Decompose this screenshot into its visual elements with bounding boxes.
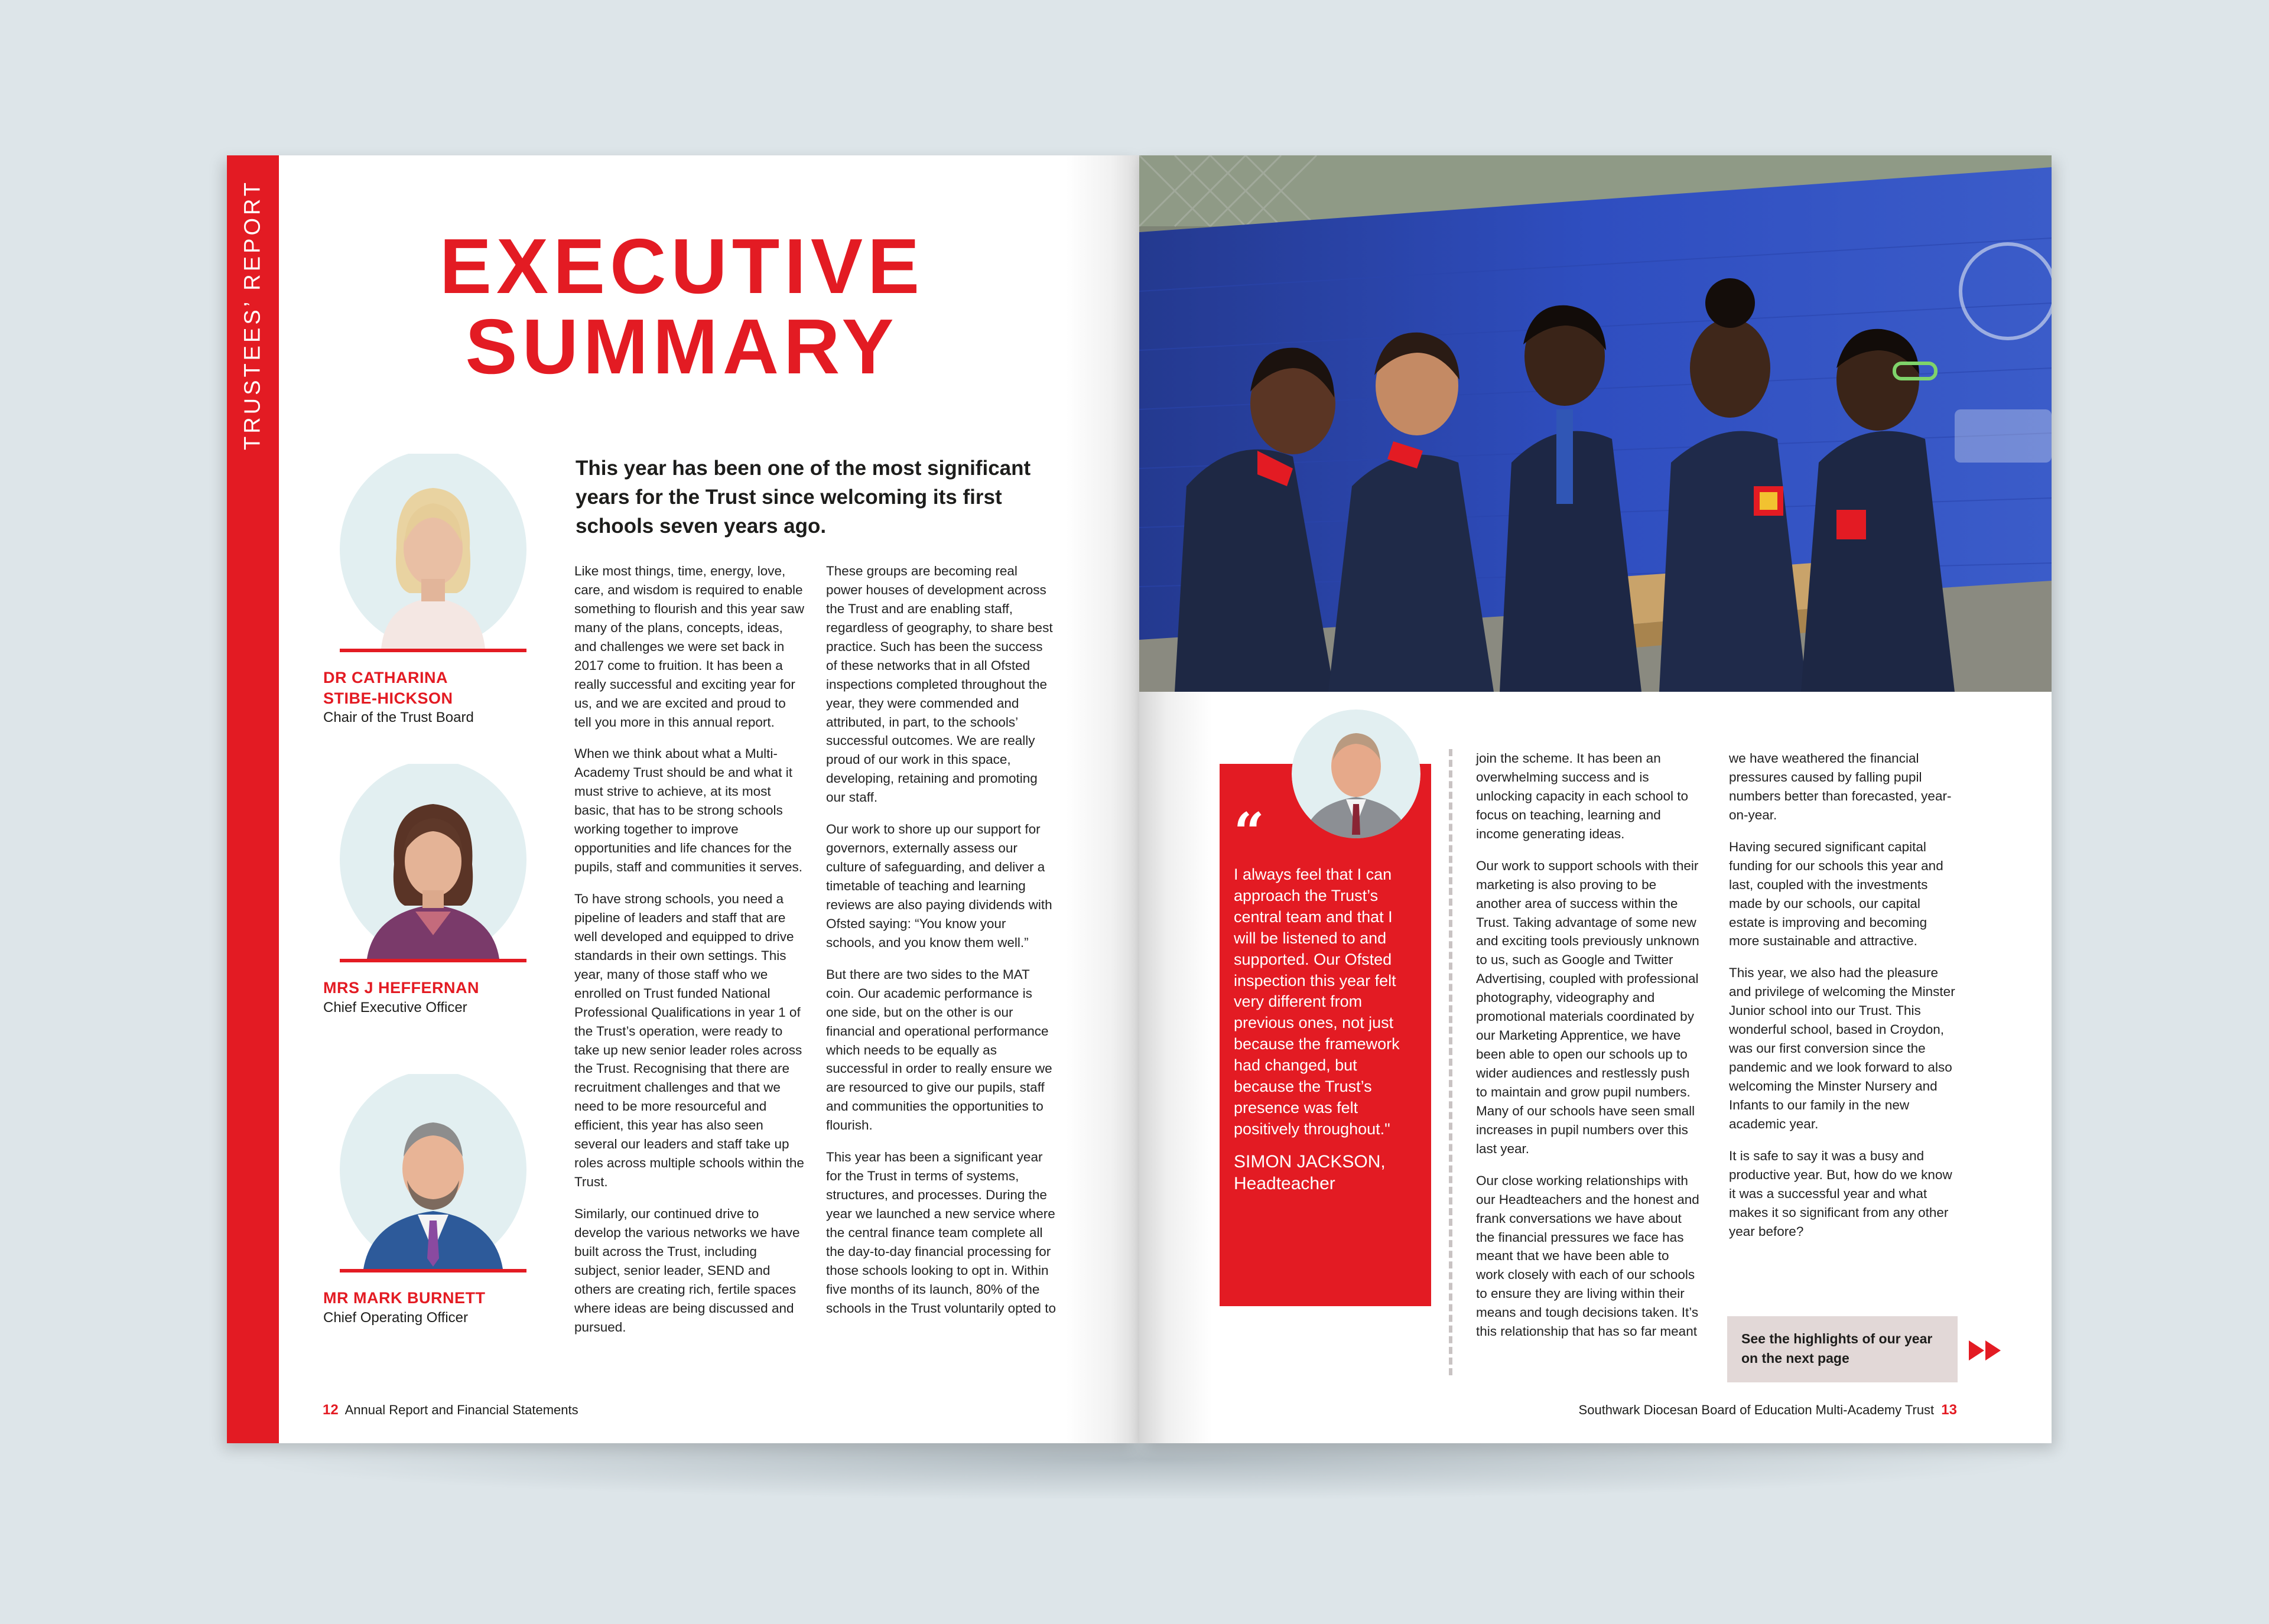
paragraph: we have weathered the financial pressures caused by falling pupil numbers better than forecasted, year-on-year. (1729, 751, 1952, 822)
left-page (227, 155, 1139, 1443)
person-card (323, 454, 548, 727)
column-divider (1449, 749, 1452, 1375)
page-title (404, 223, 960, 390)
quote-author-role: Headteacher (1234, 1174, 1335, 1194)
footer (323, 1402, 578, 1418)
person-card (323, 764, 548, 1017)
paragraph: Our work to shore up our support for governors, externally assess our culture of safeguarding, and deliver a timetable of teaching and learning reviews are also paying dividends with Ofsted saying: “You know your schools, and you know them well.” (826, 822, 1052, 950)
right-page (1139, 155, 2052, 1443)
paragraph: These groups are becoming real power houses of development across the Trust and are enabling staff, regardless of geography, to share best practice. Such has been the success of these networks that in all Ofsted inspections completed throughout the year, they were commended and attributed, in part, to the schools’ successful outcomes. We are really proud of our work in this space, developing, retaining and promoting our staff. (826, 564, 1053, 805)
footer-text: Southwark Diocesan Board of Education Multi-Academy Trust (1578, 1402, 1935, 1417)
paragraph: Our close working relationships with our Headteachers and the honest and frank conversations we have about the financial pressures we face has meant that we have been able to work closely with each of our schools to ensure they are living within their means and tough decisions taken. It’s this relationship that has so far meant (1476, 1173, 1699, 1339)
portrait-photo (340, 764, 526, 962)
page-number: 12 (323, 1402, 339, 1418)
quote-mark-icon: “ (1234, 801, 1264, 864)
text-column-3 (1476, 749, 1701, 1354)
quote-box (1220, 764, 1431, 1306)
paragraph: When we think about what a Multi-Academy Trust should be and what it must strive to achieve, at its most basic, that has to be strong schools working together to improve opportunities and life chances for the pupils, staff and communities it serves. (574, 746, 803, 875)
paragraph: It is safe to say it was a busy and productive year. But, how do we know it was a successful year and what makes it so significant from any other year before? (1729, 1148, 1952, 1239)
highlights-text: See the highlights of our year on the next page (1741, 1331, 1933, 1366)
page-number: 13 (1941, 1402, 1957, 1418)
portrait-photo (340, 454, 526, 652)
person-name: DR CATHARINA STIBE-HICKSON (323, 669, 453, 707)
highlights-callout (1727, 1316, 1958, 1382)
text-column-1 (574, 562, 805, 1350)
paragraph: This year has been a significant year for the Trust in terms of systems, structures, and processes. During the year we launched a new service where the central finance team complete all the day-to-day financial processing for those schools looking to opt in. Within five months of its launch, 80% of the schools in the Trust voluntarily opted to (826, 1150, 1056, 1316)
paragraph: join the scheme. It has been an overwhelming success and is unlocking capacity in each school to focus on teaching, learning and income generating ideas. (1476, 751, 1688, 841)
person-card (323, 1074, 548, 1327)
double-arrow-right-icon (1968, 1339, 2003, 1362)
intro-heading: This year has been one of the most significant years for the Trust since welcoming its first schools seven years ago. (576, 457, 1031, 538)
paragraph: Similarly, our continued drive to develop the various networks we have built across the Trust, including subject, senior leader, SEND and others are creating rich, fertile spaces where ideas are being discussed and pursued. (574, 1206, 800, 1335)
footer (1579, 1402, 1957, 1418)
paragraph: To have strong schools, you need a pipeline of leaders and staff that are well developed and equipped to drive standards in their own settings. This year, many of those staff who we enrolled on Trust funded National Professional Qualifications in year 1 of the Trust’s operation, were ready to take up new senior leader roles across the Trust. Recognising that there are recruitment challenges and that we need to be more resourceful and efficient, this year has also seen several our leaders and staff take up roles across multiple schools within the Trust. (574, 891, 804, 1190)
footer-text: Annual Report and Financial Statements (344, 1402, 578, 1417)
quote-text: I always feel that I can approach the Trust’s central team and that I will be listened to and supported. Our Ofsted inspection this year felt very different from previous ones, not just because the framework had changed, but because the Trust’s presence was felt positively throughout." (1234, 865, 1400, 1138)
paragraph: Our work to support schools with their marketing is also proving to be another area of success within the Trust. Taking advantage of some new and exciting tools previously unknown to us, such as Google and Twitter Advertising, coupled with professional photography, videography and promotional materials coordinated by our Marketing Apprentice, we have been able to open our schools up to wider audiences and restlessly push to maintain and grow pupil numbers. Many of our schools have seen small increases in pupil numbers over this last year. (1476, 858, 1699, 1156)
person-name: MRS J HEFFERNAN (323, 979, 480, 997)
title-line-1: EXECUTIVE (439, 223, 925, 310)
paragraph: Having secured significant capital funding for our schools this year and last, coupled with the investments made by our schools, our capital estate is improving and becoming more sustainable and attractive. (1729, 839, 1943, 949)
paragraph: But there are two sides to the MAT coin. Our academic performance is one side, but on the other is our financial and operational performance which needs to be equally as successful in order to really ensure we are resourced to give our pupils, staff and communities the opportunities to flourish. (826, 966, 1052, 1133)
person-role: Chair of the Trust Board (323, 710, 474, 726)
portrait-photo (340, 1074, 526, 1272)
students-photo (1139, 155, 2052, 692)
person-role: Chief Operating Officer (323, 1309, 469, 1326)
text-column-4 (1729, 749, 1959, 1254)
quote-author: SIMON JACKSON, (1234, 1151, 1386, 1171)
section-label: TRUSTEES’ REPORT (240, 180, 265, 450)
paragraph: This year, we also had the pleasure and privilege of welcoming the Minster Junior school into our Trust. This wonderful school, based in Croydon, was our first conversion since the pandemic and we look forward to also welcoming the Minster Nursery and Infants to our family in the new academic year. (1729, 965, 1955, 1131)
paragraph: Like most things, time, energy, love, care, and wisdom is required to enable something to flourish and this year saw many of the plans, concepts, ideas, and challenges we were set back in 2017 come to fruition. It has been a really successful and exciting year for us, and we are excited and proud to tell you more in this annual report. (574, 564, 804, 730)
person-name: MR MARK BURNETT (323, 1289, 486, 1307)
side-strip (227, 155, 279, 1443)
text-column-2 (826, 562, 1057, 1331)
person-role: Chief Executive Officer (323, 999, 467, 1016)
title-line-2: SUMMARY (465, 302, 899, 390)
headteacher-portrait (1292, 710, 1420, 838)
